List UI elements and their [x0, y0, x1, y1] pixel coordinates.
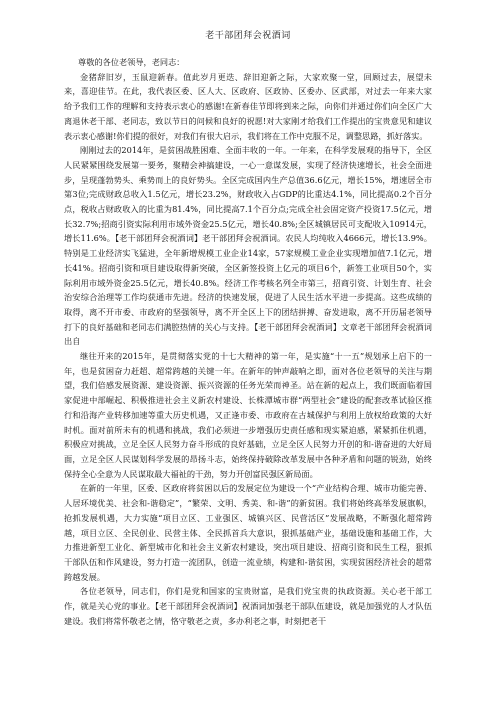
paragraph-3: 继往开来的2015年，是贯彻落实党的十七大精神的第一年，是实施“十一五”规划承上启下的一年，也是贫困奋力赶超、超常跨越的关键一年。在新年的钟声敲响之即，面对各位老领导的关注与期望，我们倍感发展资源、建设资源、振兴资源的任务光荣而神圣。站在新的起点上，我们既面临着国家促进中部崛起、积极推进社会主义新农村建设、长株潭城市群“两型社会”建设的配套改革试验区推行和沿海产业转移加速等重大历史机遇，又正逢市委、市政府在古城保护与利用上放权给政策的大好时机。面对前所未有的机遇和挑战，我们必须进一步增强历史责任感和现实紧迫感，紧紧抓住机遇，积极应对挑战，立足全区人民努力奋斗形成的良好基础，立足全区人民努力开创的和-谐奋进的大好局面，立足全区人民谋划科学发展的昂扬斗志，始终保持破除改革发展中各种矛盾和问题的锐劲，始终保持全心全意为人民谋取最大福祉的干劲，努力开创富民强区新局面。 [64, 351, 432, 479]
paragraph-5: 各位老领导，同志们，你们是党和国家的宝贵财富，是我们党宝贵的执政资源。关心老干部工作，就是关心党的事业。【老干部团拜会祝酒词】祝酒词加强老干部队伍建设，就是加强党的人才队伍建设。我们将常怀敬老之情，恪守敬老之责，多办利老之事，时刻把老干 [64, 586, 432, 626]
paragraph-2: 刚刚过去的2014年，是贫困战胜困难、全面丰收的一年。一年来，在科学发展观的指导下，全区人民紧紧围绕发展第一要务，聚精会神搞建设，一心一意谋发展，实现了经济快速增长，社会全面进步，呈现蓬勃势头、乘势而上的良好势头。全区完成国内生产总值36.6亿元，增长15%，增速居全市第3位;完成财政总收入1.5亿元，增长23.2%，财政收入占GDP的比重达4.1%，同比提高0.2个百分点，税收占财政收入的比重为81.4%，同比提高7.1个百分点;完成全社会固定资产投资17.5亿元，增长32.7%;招商引资实际利用市域外资金25.5亿元，增长40.8%;全区城镇居民可支配收入10914元，增长11.6%。【老干部团拜会祝酒词】老干部团拜会祝酒词。农民人均纯收入4666元，增长13.9%。特别是工业经济实飞猛进，全年新增规模工业企业14家，57家规模工业企业实现增加值7.1亿元，增长41%。招商引资和项目建设取得新突破，全区新签投资上亿元的项目6个，新签工业项目50个，实际利用市域外资金25.5亿元，增长40.8%。经济工作考核名列全市第三，招商引资、计划生育、社会治安综合治理等工作均获通市先进。经济的快速发展，促进了人民生活水平进一步提高。这些成绩的取得，离不开市委、市政府的坚强领导，离不开全区上下的团结拼搏、奋发进取，离不开历届老领导打下的良好基础和老同志们满腔热情的关心与支持。【老干部团拜会祝酒词】文章老干部团拜会祝酒词出自 [64, 145, 432, 347]
salutation: 尊敬的各位老领导，老同志： [78, 57, 185, 67]
document-title: 老干部团拜会祝酒词 [205, 31, 291, 41]
paragraph-1: 金猪辞旧岁，玉鼠迎新春。值此岁月更迭、辞旧迎新之际，大家欢聚一堂，回顾过去，展望未来，喜迎佳节。在此，我代表区委、区人大、区政府、区政协、区委办、区武部，对过去一年来大家给予我们工作的理解和支持表示衷心的感谢!在新春佳节即将到来之际，向你们并通过你们向全区广大离退休老干部、老同志，致以节日的问候和良好的祝愿!对大家刚才给我们工作提出的宝贵意见和建议表示衷心感谢!你们提的很好，对我们有很大启示，我们将在工作中克服不足，调整思路，抓好落实。 [64, 71, 432, 141]
paragraph-4: 在新的一年里，区委、区政府将贫困以后的发展定位为建设一个“产业结构合理、城市功能完善、人居环境优美、社会和-谐稳定”，“繁荣、文明、秀美、和-谐”的新贫困。我们将始终高举发展旗帜，抢抓发展机遇，大力实施“项目立区、工业强区、城镇兴区、民营活区”发展战略，不断强化超常跨越，项目立区、全民创业、民营主体、全民抓首兵大意识，狠抓基础产业，基础设施和基础工作，大力推进新型工业化、新型城市化和社会主义新农村建设，突出项目建设、招商引资和民生工程，狠抓干部队伍和作风建设，努力打造一流团队，创造一流业绩，构建和-谐贫困，实现贫困经济社会的超常跨越发展。 [64, 483, 432, 582]
